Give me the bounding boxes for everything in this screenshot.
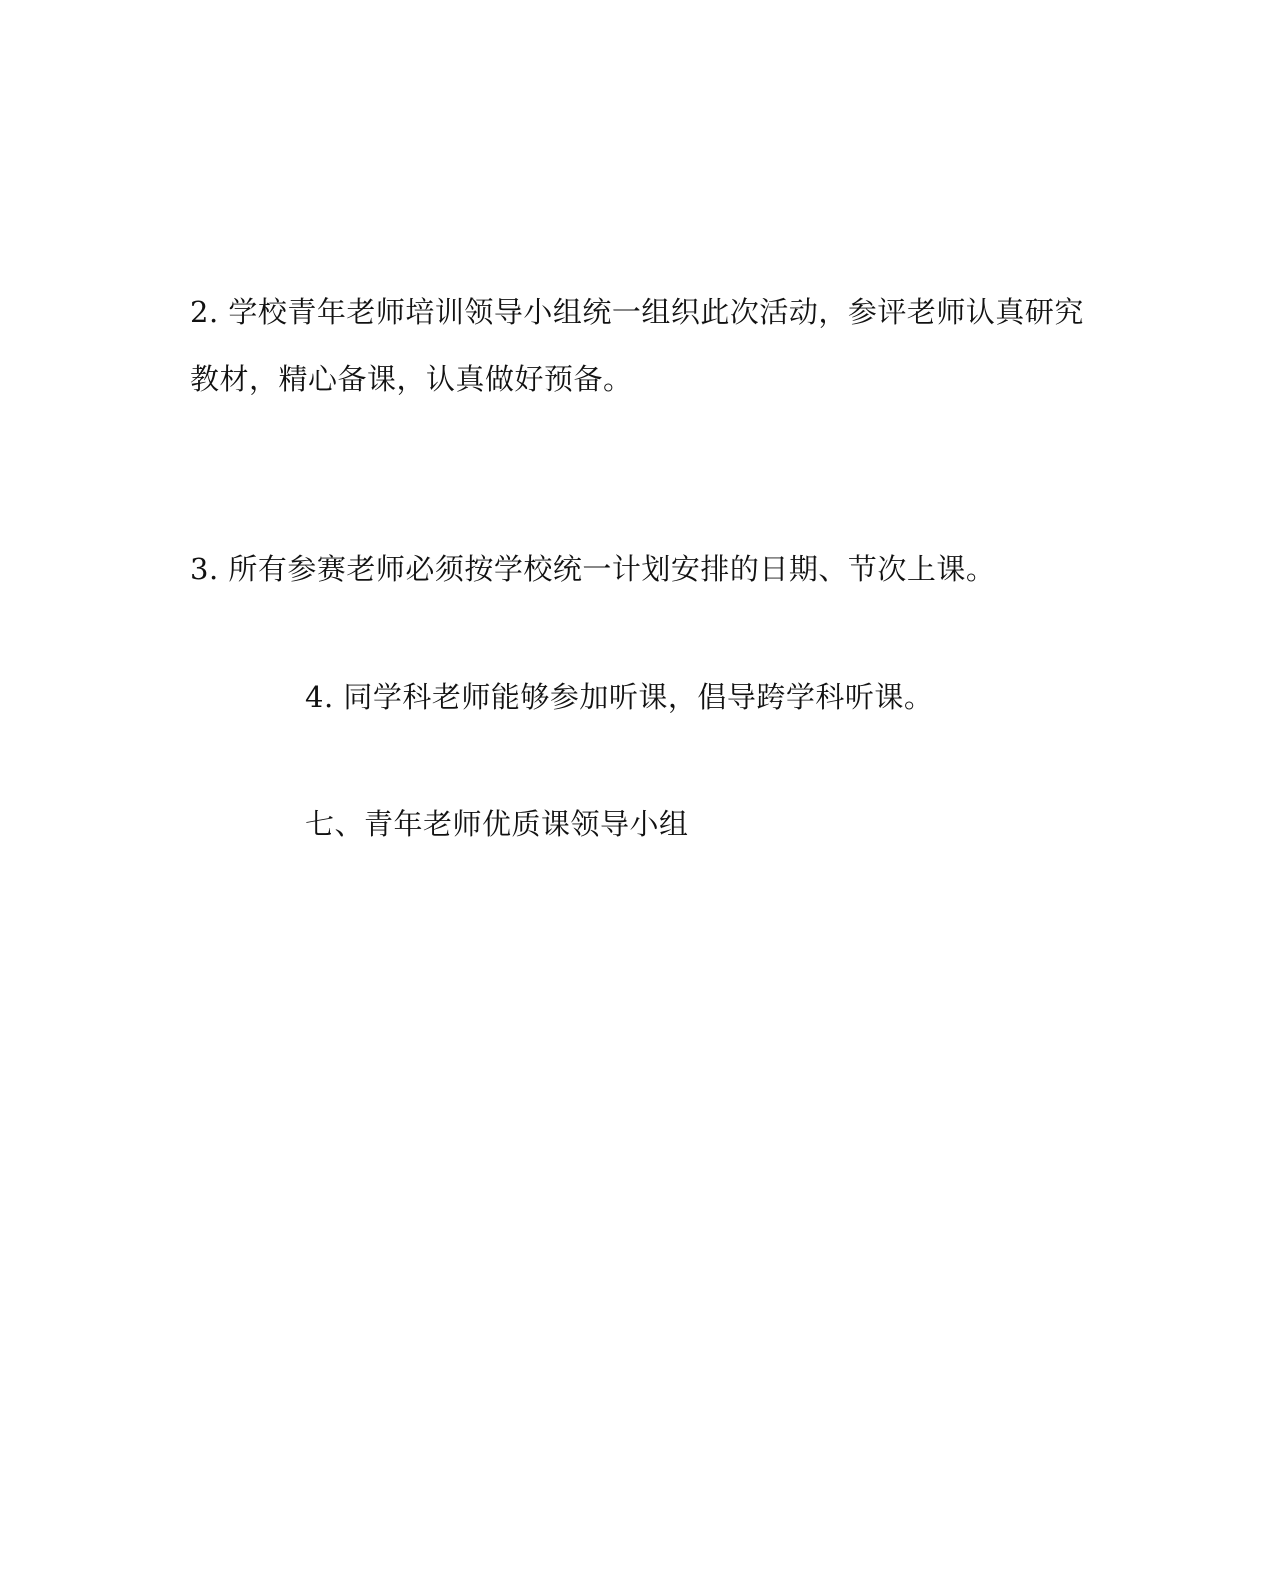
item-3-text: 3. 所有参赛老师必须按学校统一计划安排的日期、节次上课。 — [190, 552, 996, 586]
section-7-heading: 七、青年老师优质课领导小组 — [305, 807, 689, 841]
item-2-text-line-1: 2. 学校青年老师培训领导小组统一组织此次活动，参评老师认真研究 — [190, 295, 1084, 329]
item-4-text: 4. 同学科老师能够参加听课，倡导跨学科听课。 — [305, 680, 934, 714]
item-2-text-line-2: 教材，精心备课，认真做好预备。 — [190, 362, 633, 396]
